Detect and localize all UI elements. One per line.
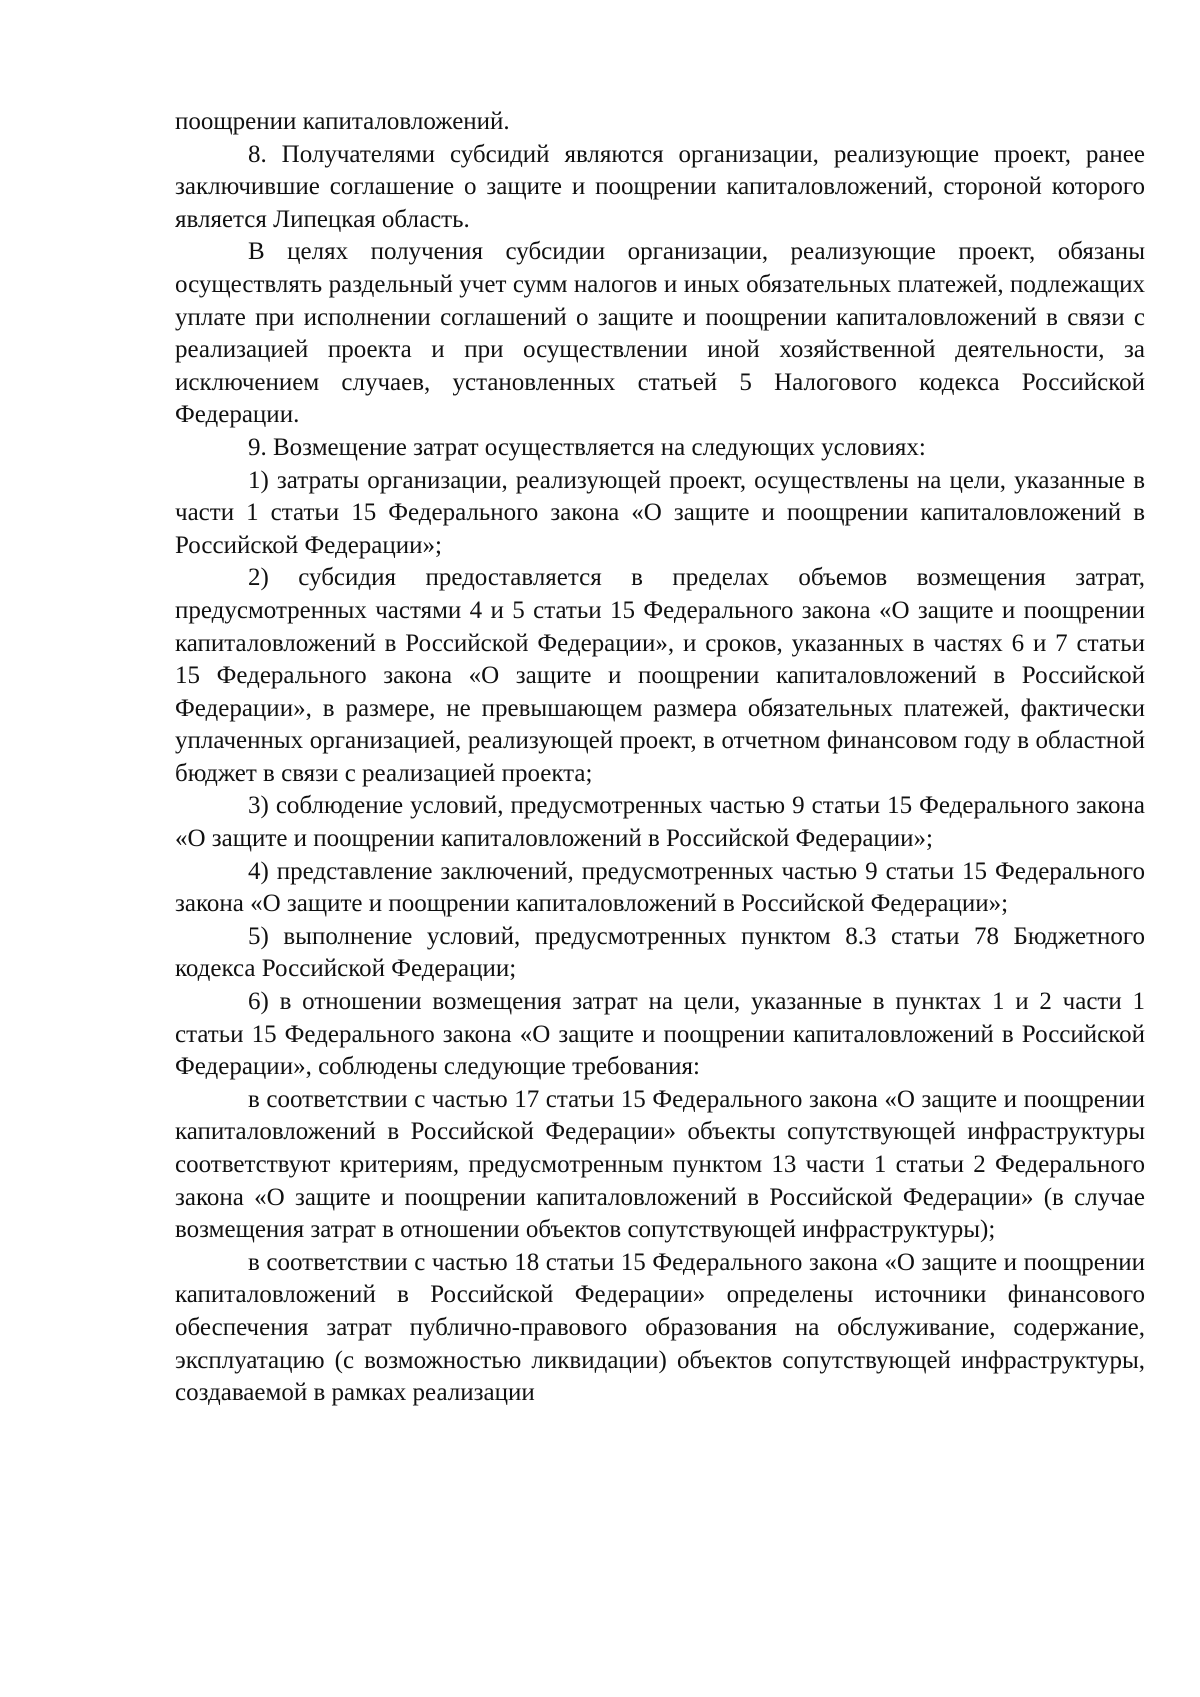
paragraph-condition-3: 3) соблюдение условий, предусмотренных частью 9 статьи 15 Федерального закона «О защите и поощрении капиталовложений в Российской Федерации»; — [175, 792, 1145, 853]
paragraph-item-9: 9. Возмещение затрат осуществляется на следующих условиях: — [248, 433, 926, 461]
paragraph-condition-4: 4) представление заключений, предусмотренных частью 9 статьи 15 Федерального закона «О защите и поощрении капиталовложений в Российской Федерации»; — [175, 857, 1145, 918]
paragraph-condition-5: 5) выполнение условий, предусмотренных пунктом 8.3 статьи 78 Бюджетного кодекса Российской Федерации; — [175, 922, 1145, 983]
paragraph-condition-2: 2) субсидия предоставляется в пределах объемов возмещения затрат, предусмотренных частями 4 и 5 статьи 15 Федерального закона «О защите и поощрении капиталовложений в Российской Федерации», и сроков, указанных в частях 6 и 7 статьи 15 Федерального закона «О защите и поощрении капиталовложений в Российской Федерации», в размере, не превышающем размера обязательных платежей, фактически уплаченных организацией, реализующей проект, в отчетном финансовом году в областной бюджет в связи с реализацией проекта; — [175, 564, 1145, 787]
paragraph-requirement-17: в соответствии с частью 17 статьи 15 Федерального закона «О защите и поощрении капиталовложений в Российской Федерации» объекты сопутствующей инфраструктуры соответствуют критериям, предусмотренным пунктом 13 части 1 статьи 2 Федерального закона «О защите и поощрении капиталовложений в Российской Федерации» (в случае возмещения затрат в отношении объектов сопутствующей инфраструктуры); — [175, 1085, 1145, 1244]
document-page — [175, 106, 1145, 1410]
paragraph-condition-1: 1) затраты организации, реализующей проект, осуществлены на цели, указанные в части 1 статьи 15 Федерального закона «О защите и поощрении капиталовложений в Российской Федерации»; — [175, 466, 1145, 559]
paragraph-separate-accounting: В целях получения субсидии организации, реализующие проект, обязаны осуществлять раздельный учет сумм налогов и иных обязательных платежей, подлежащих уплате при исполнении соглашений о защите и поощрении капиталовложений в связи с реализацией проекта и при осуществлении иной хозяйственной деятельности, за исключением случаев, установленных статьей 5 Налогового кодекса Российской Федерации. — [175, 238, 1145, 429]
paragraph-continuation: поощрении капиталовложений. — [175, 108, 510, 135]
paragraph-condition-6: 6) в отношении возмещения затрат на цели, указанные в пунктах 1 и 2 части 1 статьи 15 Федерального закона «О защите и поощрении капиталовложений в Российской Федерации», соблюдены следующие требования: — [175, 988, 1145, 1081]
paragraph-item-8: 8. Получателями субсидий являются организации, реализующие проект, ранее заключившие соглашение о защите и поощрении капиталовложений, стороной которого является Липецкая область. — [175, 140, 1145, 233]
paragraph-requirement-18: в соответствии с частью 18 статьи 15 Федерального закона «О защите и поощрении капиталовложений в Российской Федерации» определены источники финансового обеспечения затрат публично-правового образования на обслуживание, содержание, эксплуатацию (с возможностью ликвидации) объектов сопутствующей инфраструктуры, создаваемой в рамках реализации — [175, 1248, 1145, 1407]
